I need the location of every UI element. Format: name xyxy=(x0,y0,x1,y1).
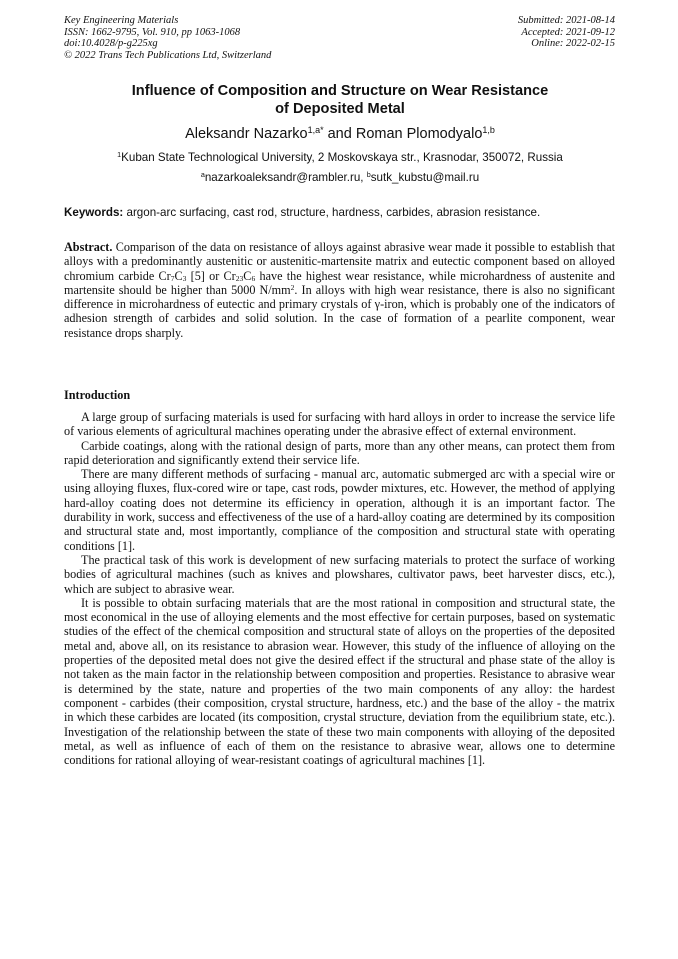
author-list xyxy=(64,125,616,143)
abstract-text: have the highest wear resistance, while microhardness of austenite and martensite should be higher than 5000 N/mm xyxy=(64,268,615,297)
paragraph: It is possible to obtain surfacing materials that are the most rational in composition and structural state, the most economical in the use of alloying elements and the most effective for certain purposes, based on systematic studies of the effect of the chemical composition and structural state of alloys on the properties of the deposited metal and, above all, on its resistance to abrasion wear. However, this study of the influence of alloying on the properties of the deposited metal does not give the desired effect if the structural and phase state of the alloy is not taken as the main factor in the relationship between composition and properties. Resistance to abrasive wear is determined by the state, nature and properties of the two main components of any alloy: the hardest component - carbides (their composition, crystal structure, hardness, etc.) and the base of the alloy - the matrix in which these carbides are located (its composition, crystal structure, deviation from the equilibrium state, etc.). Investigation of the relationship between the state of these two main components with alloying of the deposited metal, as well as influence of each of them on the resistance to abrasive wear, allows one to determine conditions for rational alloying of wear-resistant coatings of agricultural machines [1]. xyxy=(64,595,615,768)
author-name: Roman Plomodyalo xyxy=(355,126,483,142)
author-affil-mark: 1,b xyxy=(482,125,495,136)
keywords xyxy=(64,206,624,220)
abstract-text: . In alloys with high wear resistance, there is also no significant difference in microhardness of eutectic and primary crystals of γ-iron, which is probably one of the indicators of adhesion strength of carbides and solid solution. In the case of formation of a pearlite component, wear resistance drops sharply. xyxy=(64,282,615,340)
journal-info xyxy=(64,15,271,61)
paper-title xyxy=(64,82,616,118)
doi-line[interactable]: doi:10.4028/p-g225xg xyxy=(64,38,158,49)
email-list xyxy=(64,171,616,185)
submitted-date: Submitted: 2021-08-14 xyxy=(517,15,615,26)
paragraph: The practical task of this work is development of new surfacing materials to protect the surface of working bodies of agricultural machines (such as knives and plowshares, cultivator paws, beet harvester discs, etc.), which are subject to abrasive wear. xyxy=(64,552,615,596)
section-heading: Introduction xyxy=(64,388,131,402)
author-name: Aleksandr Nazarko xyxy=(185,126,308,142)
subscript: 6 xyxy=(251,274,256,284)
title-line-2: of Deposited Metal xyxy=(275,101,405,117)
affil-mark: 1 xyxy=(117,150,122,160)
keywords-text: argon-arc surfacing, cast rod, structure, hardness, carbides, abrasion resistance. xyxy=(123,206,541,219)
publication-dates xyxy=(518,15,615,50)
subscript: 3 xyxy=(182,274,187,284)
copyright-line: © 2022 Trans Tech Publications Ltd, Switzerland xyxy=(64,49,272,61)
issn-line: ISSN: 1662-9795, Vol. 910, pp 1063-1068 xyxy=(64,26,241,38)
paragraph: There are many different methods of surfacing - manual arc, automatic submerged arc with a special wire or using alloying fluxes, flux-cored wire or tape, cast rods, powder mixtures, etc. However, the method of applying hard-alloy coating does not determine its efficiency in operation, although it is an important factor. The durability in work, success and effectiveness of the use of a hard-alloy coating are determined by its composition and structural state and, most importantly, compliance of the composition and structural state with operating conditions [1]. xyxy=(64,467,615,553)
author-separator: and xyxy=(323,126,356,142)
email-link[interactable]: nazarkoaleksandr@rambler.ru, xyxy=(204,171,367,184)
affil-text: Kuban State Technological University, 2 Moskovskaya str., Krasnodar, 350072, Russia xyxy=(121,151,563,164)
email-link[interactable]: sutk_kubstu@mail.ru xyxy=(370,171,480,184)
title-line-1: Influence of Composition and Structure on Wear Resistance xyxy=(131,83,549,99)
email-mark: a xyxy=(200,170,205,180)
abstract-text: Comparison of the data on resistance of alloys against abrasive wear made it possible to establish that alloys with a predominantly austenitic or austenitic-martensite matrix and eutectic component based on alloyed chromium carbide Cr xyxy=(64,240,615,283)
online-date: Online: 2022-02-15 xyxy=(531,38,615,49)
superscript: 2 xyxy=(290,282,295,292)
abstract-label: Abstract. xyxy=(64,240,113,254)
abstract xyxy=(64,240,615,340)
author-affil-mark: 1,a* xyxy=(307,125,324,136)
formula-text: C xyxy=(243,268,252,283)
email-mark: b xyxy=(366,170,371,180)
formula-text: C xyxy=(174,268,183,283)
keywords-label: Keywords: xyxy=(64,206,124,219)
affiliation xyxy=(40,151,640,165)
introduction-body xyxy=(64,410,615,767)
accepted-date: Accepted: 2021-09-12 xyxy=(521,26,615,38)
paragraph: A large group of surfacing materials is used for surfacing with hard alloys in order to increase the service life of various elements of agricultural machines operating under the abrasive effect of external environment. xyxy=(64,410,615,439)
subscript: 23 xyxy=(235,274,244,284)
subscript: 7 xyxy=(170,274,175,284)
abstract-text: [5] or Cr xyxy=(186,268,236,283)
journal-name: Key Engineering Materials xyxy=(64,15,179,26)
paragraph: Carbide coatings, along with the rational design of parts, more than any other means, can protect them from rapid deterioration and significantly extend their service life. xyxy=(64,438,615,467)
